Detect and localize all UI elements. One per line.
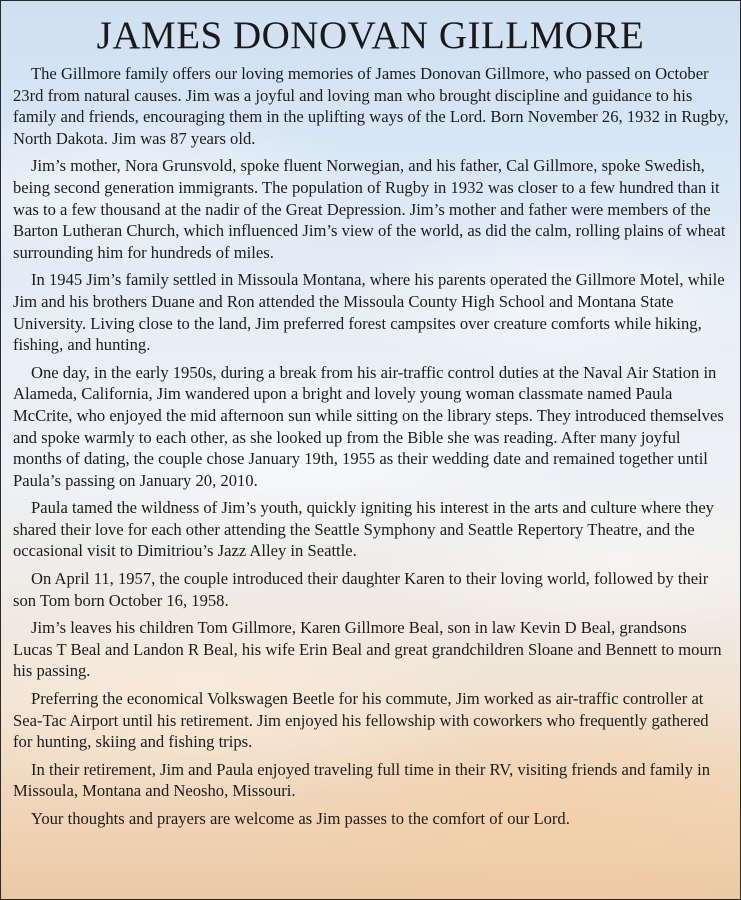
obituary-body xyxy=(13,63,729,836)
obituary-paragraph: Paula tamed the wildness of Jim’s youth, quickly igniting his interest in the arts and culture where they shared their love for each other attending the Seattle Symphony and Seattle Repertory Theatre, and the occasional visit to Dimitriou’s Jazz Alley in Seattle. xyxy=(13,498,714,561)
obituary-title: JAMES DONOVAN GILLMORE xyxy=(96,14,645,57)
obituary-paragraph: In 1945 Jim’s family settled in Missoula Montana, where his parents operated the Gillmore Motel, while Jim and his brothers Duane and Ron attended the Missoula County High School and Montana State University. Living close to the land, Jim preferred forest campsites over creature comforts while hiking, fishing, and hunting. xyxy=(13,270,725,355)
obituary-paragraph: Jim’s leaves his children Tom Gillmore, Karen Gillmore Beal, son in law Kevin D Beal, grandsons Lucas T Beal and Landon R Beal, his wife Erin Beal and great grandchildren Sloane and Bennett to mourn his passing. xyxy=(13,618,722,681)
obituary-paragraph: Your thoughts and prayers are welcome as Jim passes to the comfort of our Lord. xyxy=(31,809,570,828)
obituary-paragraph: One day, in the early 1950s, during a break from his air-traffic control duties at the Naval Air Station in Alameda, California, Jim wandered upon a bright and lovely young woman classmate named Paula McCrite, who enjoyed the mid afternoon sun while sitting on the library steps. They introduced themselves and spoke warmly to each other, as she looked up from the Bible she was reading. After many joyful months of dating, the couple chose January 19th, 1955 as their wedding date and remained together until Paula’s passing on January 20, 2010. xyxy=(13,362,724,490)
obituary-paragraph: The Gillmore family offers our loving memories of James Donovan Gillmore, who passed on October 23rd from natural causes. Jim was a joyful and loving man who brought discipline and guidance to his family and friends, encouraging them in the uplifting ways of the Lord. Born November 26, 1932 in Rugby, North Dakota. Jim was 87 years old. xyxy=(13,64,729,148)
obituary-paragraph: Preferring the economical Volkswagen Beetle for his commute, Jim worked as air-traffic controller at Sea-Tac Airport until his retirement. Jim enjoyed his fellowship with coworkers who frequently gathered for hunting, skiing and fishing trips. xyxy=(13,689,709,752)
obituary-paragraph: On April 11, 1957, the couple introduced their daughter Karen to their loving world, followed by their son Tom born October 16, 1958. xyxy=(13,569,709,610)
obituary-paragraph: In their retirement, Jim and Paula enjoyed traveling full time in their RV, visiting friends and family in Missoula, Montana and Neosho, Missouri. xyxy=(13,759,711,801)
obituary-paragraph: Jim’s mother, Nora Grunsvold, spoke fluent Norwegian, and his father, Cal Gillmore, spoke Swedish, being second generation immigrants. The population of Rugby in 1932 was closer to a few hundred than it was to a few thousand at the nadir of the Great Depression. Jim’s mother and father were members of the Barton Lutheran Church, which influenced Jim’s view of the world, as did the calm, rolling plains of wheat surrounding him for hundreds of miles. xyxy=(13,156,726,262)
